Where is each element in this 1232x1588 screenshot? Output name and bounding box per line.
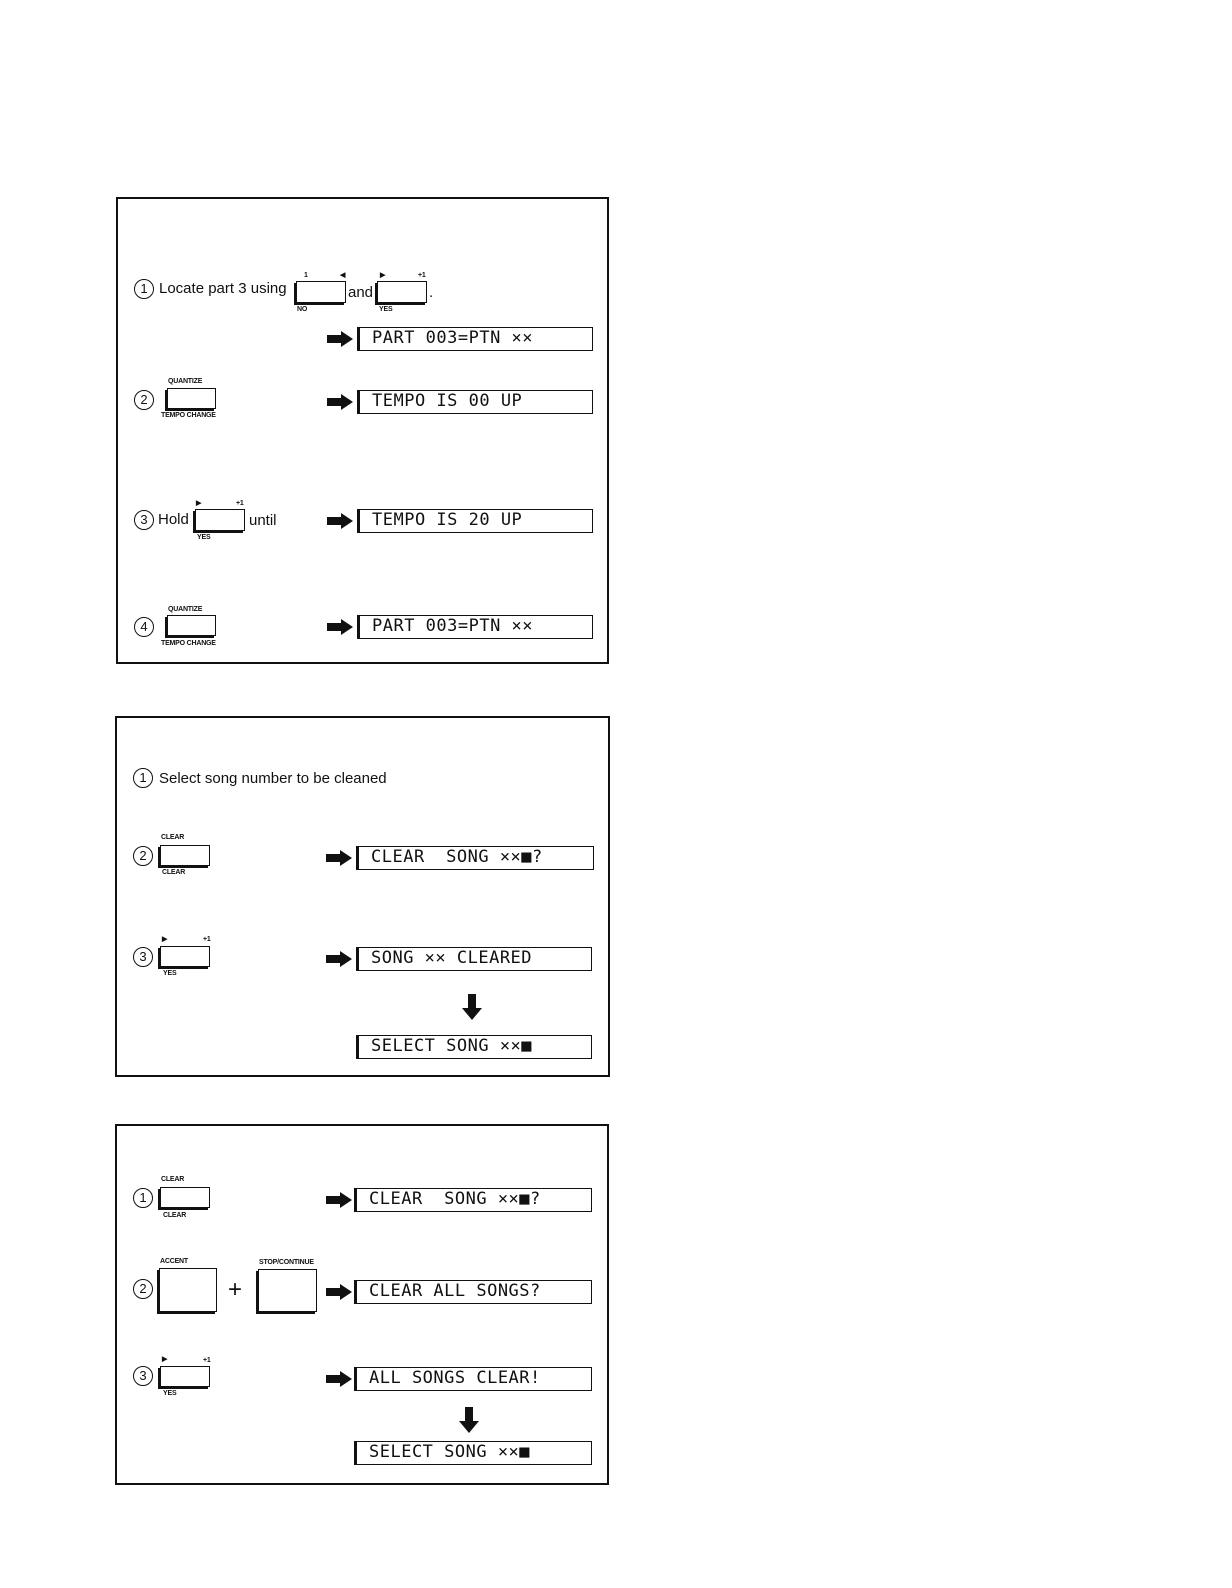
lcd-display: CLEAR SONG ××■?: [358, 846, 594, 870]
lcd-display: PART 003=PTN ××: [359, 615, 593, 639]
step-3-until-text: until: [249, 512, 277, 529]
lcd-display: ALL SONGS CLEAR!: [356, 1367, 592, 1391]
key-label-top-left: ▶: [162, 936, 168, 943]
key-label-no: NO: [297, 306, 308, 313]
clear-song-panel: [115, 716, 610, 1077]
clear-button[interactable]: [160, 1187, 210, 1208]
key-label-yes-top-left: ▶: [380, 272, 386, 279]
right-arrow-icon: [326, 1371, 352, 1387]
stop-continue-button[interactable]: [258, 1269, 317, 1312]
step-number-4: 4: [134, 617, 154, 637]
right-arrow-icon: [327, 619, 353, 635]
key-label-yes: YES: [379, 306, 393, 313]
key-label-clear-bottom: CLEAR: [162, 869, 186, 876]
right-arrow-icon: [326, 1192, 352, 1208]
step-1-text: Select song number to be cleaned: [159, 770, 387, 787]
step-number-3: 3: [133, 947, 153, 967]
right-arrow-icon: [327, 331, 353, 347]
key-label-yes-top-right: +1: [418, 272, 426, 279]
lcd-display: SONG ×× CLEARED: [358, 947, 592, 971]
key-label-top-right: +1: [203, 936, 211, 943]
step-number-2: 2: [133, 846, 153, 866]
step-1-text: Locate part 3 using: [159, 280, 287, 297]
yes-button[interactable]: [160, 946, 210, 967]
key-label-quantize: QUANTIZE: [168, 378, 203, 385]
key-label-tempo-change: TEMPO CHANGE: [161, 640, 216, 647]
key-label-yes: YES: [197, 534, 211, 541]
step-number-3: 3: [133, 1366, 153, 1386]
right-arrow-icon: [326, 1284, 352, 1300]
clear-all-songs-panel: [115, 1124, 609, 1485]
step-number-2: 2: [134, 390, 154, 410]
step-number-3: 3: [134, 510, 154, 530]
lcd-display: CLEAR SONG ××■?: [356, 1188, 592, 1212]
step-1-period: .: [429, 284, 434, 301]
key-label-accent: ACCENT: [160, 1258, 188, 1265]
key-label-top-left: ▶: [196, 500, 202, 507]
right-arrow-icon: [326, 951, 352, 967]
step-1-and-text: and: [348, 284, 374, 301]
key-label-stop-continue: STOP/CONTINUE: [259, 1259, 314, 1266]
quantize-tempo-change-button[interactable]: [167, 615, 216, 636]
key-label-clear-bottom: CLEAR: [163, 1212, 187, 1219]
key-label-clear-top: CLEAR: [161, 834, 185, 841]
key-label-quantize: QUANTIZE: [168, 606, 203, 613]
key-label-yes: YES: [163, 970, 177, 977]
lcd-display: PART 003=PTN ××: [359, 327, 593, 351]
lcd-display: CLEAR ALL SONGS?: [356, 1280, 592, 1304]
step-3-hold-text: Hold: [158, 511, 189, 528]
step-number-1: 1: [133, 1188, 153, 1208]
key-label-top-right: +1: [203, 1357, 211, 1364]
down-arrow-icon: [459, 1407, 479, 1433]
down-arrow-icon: [462, 994, 482, 1020]
clear-button[interactable]: [160, 845, 210, 866]
lcd-display: TEMPO IS 20 UP: [359, 509, 593, 533]
yes-button[interactable]: [377, 281, 427, 303]
right-arrow-icon: [327, 513, 353, 529]
right-arrow-icon: [326, 850, 352, 866]
no-button[interactable]: [296, 281, 346, 303]
yes-button[interactable]: [195, 509, 245, 531]
key-label-no-top-left: 1: [304, 272, 308, 279]
lcd-display: TEMPO IS 00 UP: [359, 390, 593, 414]
yes-button[interactable]: [160, 1366, 210, 1387]
lcd-display: SELECT SONG ××■: [356, 1441, 592, 1465]
right-arrow-icon: [327, 394, 353, 410]
plus-sign: +: [228, 1276, 243, 1303]
key-label-yes: YES: [163, 1390, 177, 1397]
key-label-top-right: +1: [236, 500, 244, 507]
step-number-1: 1: [133, 768, 153, 788]
step-number-1: 1: [134, 279, 154, 299]
key-label-clear-top: CLEAR: [161, 1176, 185, 1183]
lcd-display: SELECT SONG ××■: [358, 1035, 592, 1059]
key-label-no-top-right: ◀: [340, 272, 346, 279]
step-number-2: 2: [133, 1279, 153, 1299]
key-label-top-left: ▶: [162, 1356, 168, 1363]
quantize-tempo-change-button[interactable]: [167, 388, 216, 409]
key-label-tempo-change: TEMPO CHANGE: [161, 412, 216, 419]
accent-button[interactable]: [159, 1268, 217, 1312]
tempo-change-panel: [116, 197, 609, 664]
